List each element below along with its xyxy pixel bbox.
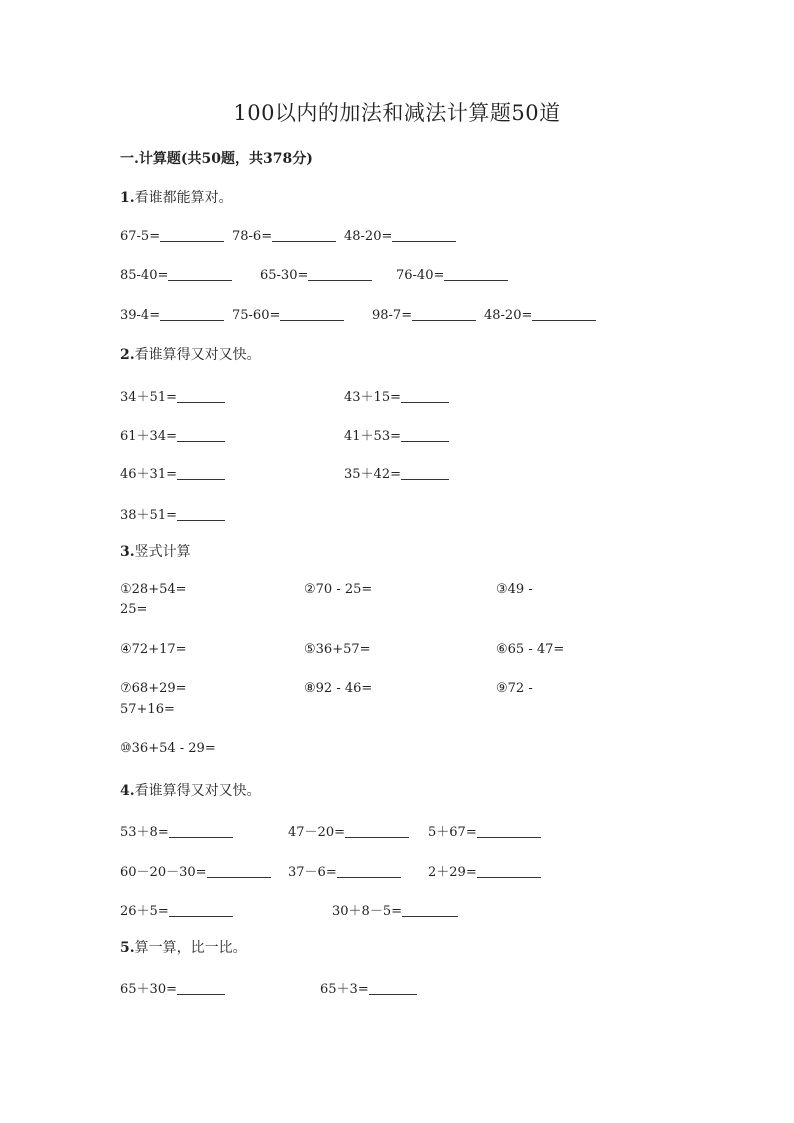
answer-blank[interactable] [177,428,225,442]
problem-item [428,821,541,840]
problem-text: 48-20= [344,229,393,244]
answer-blank[interactable] [168,267,232,281]
problem-text: 2＋29= [428,865,477,880]
answer-blank[interactable] [272,228,336,242]
problem-text: 30＋8－5= [332,904,402,919]
question-number: 5. [120,940,135,956]
problem-text: 75-60= [232,308,281,323]
problem-text: 35＋42= [344,467,401,482]
problem-text: ⑨72 - [496,681,533,696]
problem-text: ⑦68+29= [120,681,187,696]
answer-blank[interactable] [532,307,596,321]
question-4-heading [120,780,261,800]
problem-text: 57+16= [120,702,175,717]
problem-item [332,900,458,919]
problem-item [120,307,224,323]
problem-item [120,504,225,523]
question-number: 2. [120,347,135,363]
problem-item [120,386,225,405]
problem-text: 65＋3= [320,982,369,997]
problem-item [120,861,271,880]
question-5-heading [120,937,247,957]
problem-text: 67-5= [120,229,161,244]
question-3-heading [120,541,191,561]
problem-text: 85-40= [120,268,169,283]
page-title: 100以内的加法和减法计算题50道 [233,101,561,125]
problem-text: ⑧92 - 46= [304,681,373,696]
problem-item [260,267,372,283]
problem-item [120,228,224,244]
answer-blank[interactable] [169,824,233,838]
question-number: 4. [120,783,135,799]
question-text: 看谁算得又对又快。 [134,347,261,363]
problem-text: 48-20= [484,308,533,323]
answer-blank[interactable] [280,307,344,321]
question-2-heading [120,344,261,364]
answer-blank[interactable] [392,228,456,242]
problem-text: 76-40= [396,268,445,283]
problem-text: 43＋15= [344,390,401,405]
answer-blank[interactable] [169,903,233,917]
question-text: 算一算，比一比。 [134,940,247,956]
problem-item [320,978,417,997]
problem-item [120,978,225,997]
answer-blank[interactable] [402,903,458,917]
problem-item [396,267,508,283]
answer-blank[interactable] [177,389,225,403]
problem-item [344,425,449,444]
problem-text: 34＋51= [120,390,177,405]
problem-text: ⑥65 - 47= [496,642,565,657]
section-heading: 一.计算题(共50题，共378分) [120,151,313,167]
answer-blank[interactable] [345,824,409,838]
problem-item [232,307,344,323]
problem-text: 5＋67= [428,825,477,840]
problem-item [288,861,401,880]
problem-text: ⑤36+57= [304,642,371,657]
answer-blank[interactable] [401,428,449,442]
answer-blank[interactable] [207,864,271,878]
problem-text: 47－20= [288,825,345,840]
problem-item [344,386,449,405]
answer-blank[interactable] [477,864,541,878]
answer-blank[interactable] [401,466,449,480]
answer-blank[interactable] [477,824,541,838]
problem-text: 41＋53= [344,429,401,444]
problem-item [232,228,336,244]
problem-text: 65＋30= [120,982,177,997]
problem-text: 65-30= [260,268,309,283]
question-1-heading [120,187,233,207]
problem-text: ①28+54= [120,582,187,597]
problem-item [344,228,456,244]
problem-item [120,425,225,444]
question-number: 3. [120,544,135,560]
question-number: 1. [120,190,135,206]
problem-text: 38＋51= [120,508,177,523]
question-text: 看谁都能算对。 [134,190,233,206]
answer-blank[interactable] [177,466,225,480]
problem-text: 46＋31= [120,467,177,482]
problem-item [288,821,409,840]
problem-text: 61＋34= [120,429,177,444]
problem-text: 37－6= [288,865,337,880]
answer-blank[interactable] [444,267,508,281]
answer-blank[interactable] [369,981,417,995]
problem-item [484,307,596,323]
problem-text: ②70 - 25= [304,582,373,597]
problem-item [344,463,449,482]
problem-text: 39-4= [120,308,161,323]
answer-blank[interactable] [160,307,224,321]
problem-text: 98-7= [372,308,413,323]
problem-item [120,821,233,840]
answer-blank[interactable] [177,507,225,521]
problem-text: 60－20－30= [120,865,207,880]
problem-item [428,861,541,880]
problem-text: 78-6= [232,229,273,244]
problem-text: 53＋8= [120,825,169,840]
problem-item [372,307,476,323]
answer-blank[interactable] [337,864,401,878]
answer-blank[interactable] [160,228,224,242]
answer-blank[interactable] [412,307,476,321]
question-text: 看谁算得又对又快。 [134,783,261,799]
answer-blank[interactable] [401,389,449,403]
problem-text: 25= [120,602,148,617]
problem-text: ③49 - [496,582,533,597]
problem-text: 26＋5= [120,904,169,919]
problem-text: ④72+17= [120,642,187,657]
answer-blank[interactable] [308,267,372,281]
problem-item [120,900,233,919]
problem-text: ⑩36+54 - 29= [120,741,216,756]
problem-item [120,267,232,283]
problem-item [120,463,225,482]
answer-blank[interactable] [177,981,225,995]
question-text: 竖式计算 [134,544,191,560]
